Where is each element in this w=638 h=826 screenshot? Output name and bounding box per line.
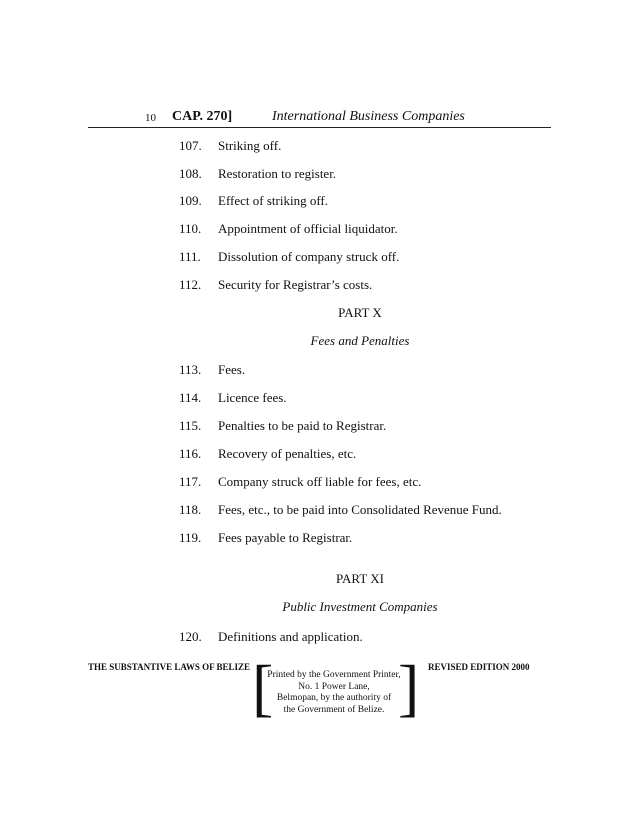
part-xi-subtitle: Public Investment Companies [282, 599, 438, 614]
section-number: 117. [179, 474, 202, 489]
section-title: Fees, etc., to be paid into Consolidated Revenue Fund. [218, 502, 502, 517]
footer-publication-title: THE SUBSTANTIVE LAWS OF BELIZE [88, 662, 251, 672]
section-number: 108. [179, 166, 202, 181]
printer-line-3: Belmopan, by the authority of [276, 693, 392, 703]
page-number: 10 [145, 112, 156, 124]
footer-bracket-close: ] [398, 652, 420, 723]
section-entry-113 [179, 362, 245, 378]
section-entry-118 [179, 502, 502, 518]
section-number: 114. [179, 390, 202, 405]
section-title: Striking off. [218, 138, 282, 153]
part-x-subtitle: Fees and Penalties [310, 333, 410, 348]
section-title: Company struck off liable for fees, etc. [218, 474, 422, 489]
section-entry-108 [179, 166, 336, 182]
section-number: 109. [179, 193, 202, 208]
section-number: 107. [179, 138, 202, 153]
section-number: 111. [179, 249, 201, 264]
section-entry-119 [179, 530, 352, 546]
section-entry-111 [179, 249, 399, 265]
section-title: Definitions and application. [218, 629, 363, 644]
section-title: Recovery of penalties, etc. [218, 446, 357, 461]
section-entry-107 [179, 138, 281, 154]
section-title: Appointment of official liquidator. [218, 221, 398, 236]
section-entry-116 [179, 446, 356, 462]
section-entry-117 [179, 474, 421, 490]
section-number: 110. [179, 221, 202, 236]
section-number: 119. [179, 530, 202, 545]
part-xi-heading: PART XI [336, 571, 384, 586]
printer-imprint [262, 670, 406, 716]
section-title: Fees payable to Registrar. [218, 530, 353, 545]
printer-line-1: Printed by the Government Printer, [267, 670, 401, 680]
section-title: Penalties to be paid to Registrar. [218, 418, 387, 433]
section-title: Fees. [218, 362, 246, 377]
printer-line-2: No. 1 Power Lane, [298, 681, 370, 692]
section-title: Effect of striking off. [218, 193, 328, 208]
section-title: Security for Registrar’s costs. [218, 277, 373, 292]
section-title: Licence fees. [218, 390, 287, 405]
running-title: International Business Companies [272, 109, 465, 124]
section-title: Restoration to register. [218, 166, 337, 181]
chapter-reference: CAP. 270] [172, 109, 233, 124]
footer-edition: REVISED EDITION 2000 [428, 662, 530, 672]
section-number: 112. [179, 277, 202, 292]
printer-line-4: the Government of Belize. [283, 704, 385, 715]
section-entry-115 [179, 418, 386, 434]
section-number: 120. [179, 629, 202, 644]
section-entry-110 [179, 221, 398, 237]
section-number: 113. [179, 362, 202, 377]
section-entry-109 [179, 193, 328, 209]
section-entry-114 [179, 390, 287, 406]
section-number: 116. [179, 446, 202, 461]
section-title: Dissolution of company struck off. [218, 249, 400, 264]
section-entry-112 [179, 277, 372, 293]
section-number: 118. [179, 502, 202, 517]
part-x-heading: PART X [338, 305, 382, 320]
section-entry-120 [179, 629, 363, 645]
header-rule [88, 127, 551, 128]
footer-bracket-open: [ [252, 652, 274, 723]
section-number: 115. [179, 418, 202, 433]
